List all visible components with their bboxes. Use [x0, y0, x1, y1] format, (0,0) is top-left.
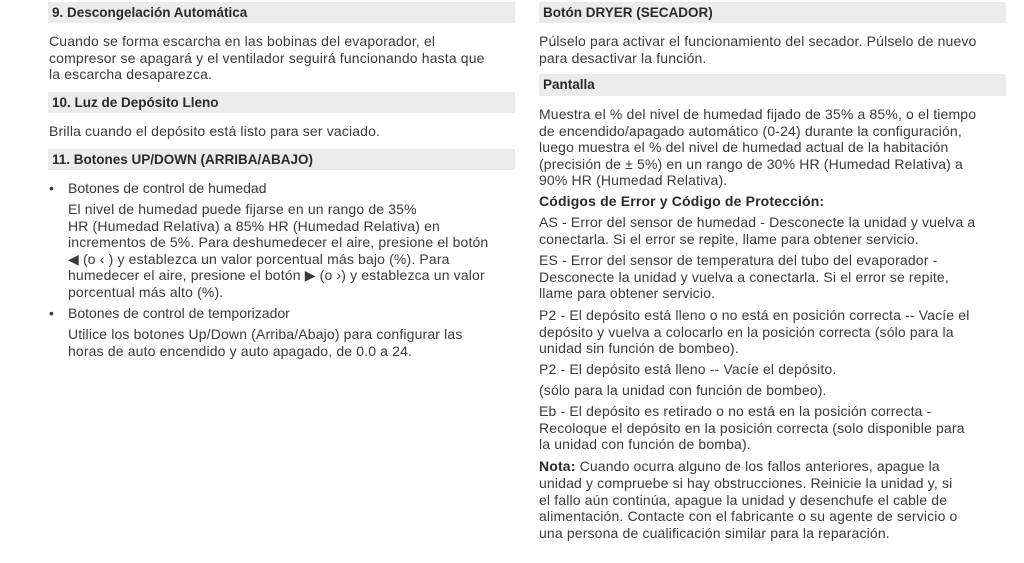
text-line: Brilla cuando el depósito está listo para ser vaciado. [49, 123, 381, 139]
note-label: Nota: [539, 458, 576, 474]
text-line: (sólo para la unidad con función de bombeo). [539, 382, 827, 398]
text-line: incrementos de 5%. Para deshumedecer el aire, presione el botón [68, 234, 489, 251]
timer-control-text [68, 326, 462, 359]
bullet-label: Botones de control de temporizador [68, 305, 290, 321]
text-line: unidad sin función de bombeo). [539, 340, 739, 357]
full-tank-text [49, 123, 380, 140]
error-code-as [539, 214, 975, 247]
section-heading-dryer: Botón DRYER (SECADOR) [539, 2, 1006, 23]
text-line: Desconecte la unidad y vuelva a conectarla. Si el error se repite, [539, 268, 949, 285]
section-heading-up-down-buttons: 11. Botones UP/DOWN (ARRIBA/ABAJO) [48, 149, 515, 170]
text-line: P2 - El depósito está lleno o no está en posición correcta -- Vacíe el [539, 307, 970, 323]
text-line: (precisión de ± 5%) en un rango de 30% HR (Humedad Relativa) a [539, 155, 963, 172]
text-line: AS - Error del sensor de humedad - Desconecte la unidad y vuelva a [539, 214, 976, 230]
text-line: humedecer el aire, presione el botón ▶ (o ›) y establezca un valor [68, 267, 485, 284]
error-code-p2-full-or-misplaced [539, 307, 969, 357]
bullet-dot: • [49, 305, 54, 321]
dryer-text [539, 33, 976, 66]
text-line: para desactivar la función. [539, 49, 707, 66]
section-heading-defrost: 9. Descongelación Automática [48, 2, 515, 23]
text-line: la escarcha desaparezca. [49, 66, 213, 83]
note-text-continued [539, 475, 957, 541]
text-line: ES - Error del sensor de temperatura del tubo del evaporador - [539, 252, 938, 268]
defrost-text [49, 33, 485, 83]
text-line: el fallo aún continúa, apague la unidad y desenchufe el cable de [539, 491, 948, 508]
error-code-eb [539, 403, 965, 453]
text-line: Cuando se forma escarcha en las bobinas del evaporador, el [49, 33, 436, 49]
text-line: El nivel de humedad puede fijarse en un rango de 35% [68, 201, 417, 217]
error-code-es [539, 252, 949, 302]
text-line: Utilice los botones Up/Down (Arriba/Abajo) para configurar las [68, 326, 463, 342]
text-line: unidad y compruebe si hay obstrucciones. Reinicie la unidad y, si [539, 475, 953, 491]
note-first-line [539, 458, 940, 475]
text-line: porcentual más alto (%). [68, 283, 224, 300]
text-line: HR (Humedad Relativa) a 85% HR (Humedad Relativa) en [68, 217, 440, 234]
section-heading-full-tank-light: 10. Luz de Depósito Lleno [48, 92, 515, 113]
text-line: ◀ (o ‹ ) y establezca un valor porcentual más bajo (%). Para [68, 250, 450, 267]
bullet-label: Botones de control de humedad [68, 180, 267, 196]
text-line: 90% HR (Humedad Relativa). [539, 172, 728, 189]
text-line: Muestra el % del nivel de humedad fijado de 35% a 85%, o el tiempo [539, 106, 977, 122]
text-line: una persona de cualificación similar para la reparación. [539, 524, 890, 541]
text-line: Recoloque el depósito en la posición correcta (solo disponible para [539, 419, 965, 436]
text-line: Eb - El depósito es retirado o no está en la posición correcta - [539, 403, 932, 419]
bullet-timer-control [49, 305, 290, 322]
text-line: horas de auto encendido y auto apagado, de 0.0 a 24. [68, 342, 413, 359]
error-code-p2-full [539, 361, 836, 378]
error-code-p2-pump-note [539, 382, 827, 399]
section-heading-display: Pantalla [539, 74, 1006, 96]
text-line: compresor se apagará y el ventilador seguirá funcionando hasta que [49, 49, 485, 66]
text-line: la unidad con función de bomba). [539, 436, 751, 453]
text-line: depósito y vuelva a colocarlo en la posición correcta (sólo para la [539, 323, 954, 340]
text-line: conectarla. Si el error se repite, llame para obtener servicio. [539, 230, 919, 247]
text-line: Púlselo para activar el funcionamiento del secador. Púlselo de nuevo [539, 33, 977, 49]
display-text [539, 106, 976, 189]
text-line: de encendido/apagado automático (0-24) durante la configuración, [539, 122, 962, 139]
bullet-humidity-control [49, 180, 267, 197]
error-codes-heading: Códigos de Error y Código de Protección: [539, 193, 825, 209]
humidity-control-text [68, 201, 488, 301]
text-line: P2 - El depósito está lleno -- Vacíe el depósito. [539, 361, 837, 377]
text-line: llame para obtener servicio. [539, 285, 716, 302]
text-line: alimentación. Contacte con el fabricante o su agente de servicio o [539, 508, 958, 525]
note-text: Cuando ocurra alguno de los fallos anteriores, apague la [575, 458, 940, 474]
bullet-dot: • [49, 180, 54, 196]
text-line: luego muestra el % del nivel de humedad actual de la habitación [539, 139, 949, 156]
